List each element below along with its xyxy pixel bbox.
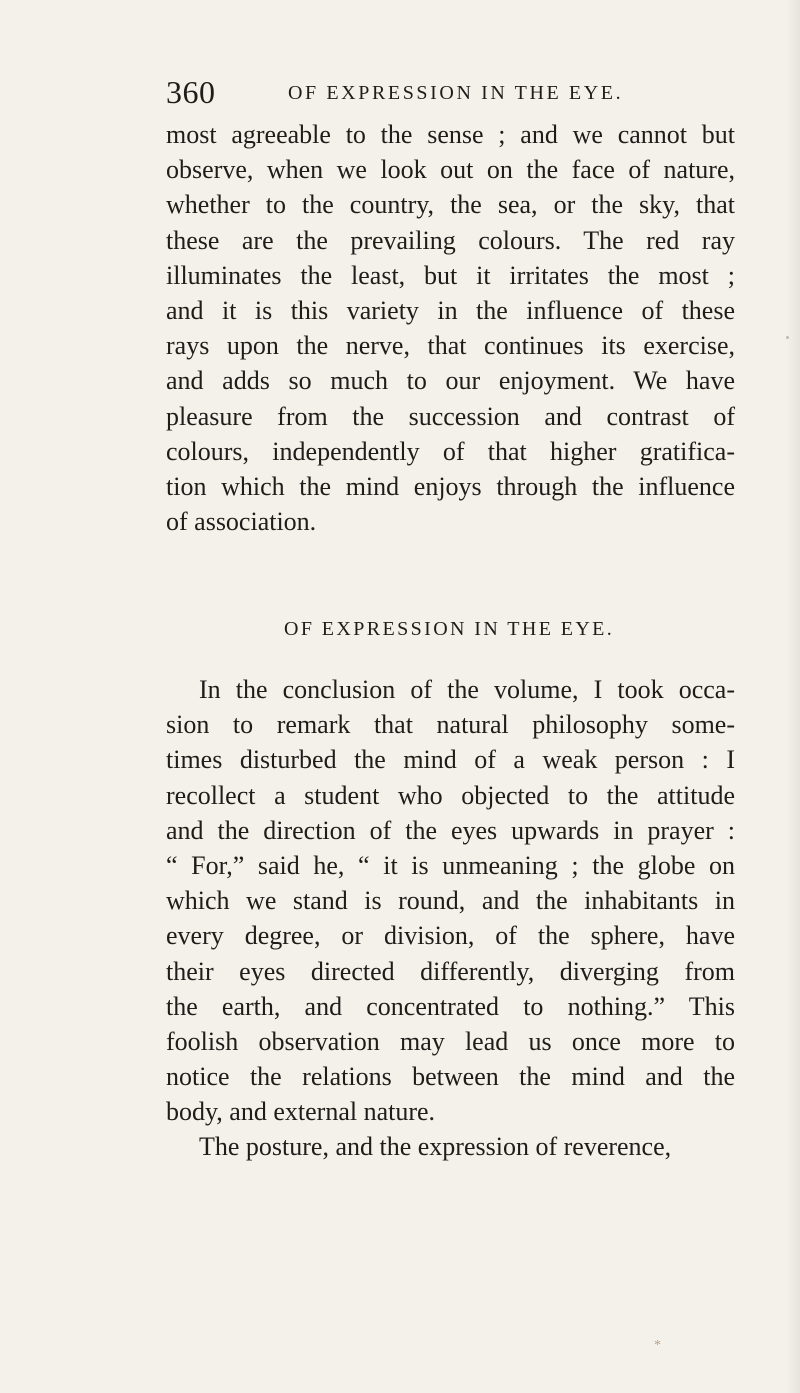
text-line: of association. (166, 507, 317, 537)
text-line: recollect a student who objected to the attitude (166, 780, 735, 810)
paragraph-association (166, 117, 735, 539)
text-line: and it is this variety in the influence of these (166, 295, 735, 325)
text-line: illuminates the least, but it irritates the most ; (166, 260, 735, 290)
text-line: most agreeable to the sense ; and we cannot but (166, 120, 735, 149)
text-line: rays upon the nerve, that continues its exercise, (166, 331, 735, 361)
text-line: their eyes directed differently, diverging from (166, 956, 735, 986)
text-line: colours, independently of that higher gratifica- (166, 436, 735, 466)
text-line: which we stand is round, and the inhabitants in (166, 886, 735, 916)
running-title: OF EXPRESSION IN THE EYE. (288, 82, 624, 104)
text-line: observe, when we look out on the face of nature, (166, 155, 735, 185)
text-line: tion which the mind enjoys through the influence (166, 471, 735, 501)
printer-mark: * (654, 1338, 661, 1353)
text-line: times disturbed the mind of a weak person : I (166, 745, 735, 775)
paragraph-expression-eye (166, 672, 735, 1165)
text-line: and adds so much to our enjoyment. We have (166, 366, 735, 396)
paper-speck (786, 336, 789, 339)
text-line: The posture, and the expression of reverence, (199, 1132, 672, 1162)
text-line: In the conclusion of the volume, I took occa- (199, 675, 735, 704)
running-head (166, 72, 736, 112)
text-line: foolish observation may lead us once more to (166, 1026, 735, 1056)
text-line: body, and external nature. (166, 1097, 436, 1127)
text-line: whether to the country, the sea, or the sky, that (166, 190, 735, 220)
page-edge-shadow (786, 0, 800, 1393)
text-line: sion to remark that natural philosophy some- (166, 710, 735, 740)
section-heading: OF EXPRESSION IN THE EYE. (284, 618, 615, 640)
text-line: the earth, and concentrated to nothing.” This (166, 991, 735, 1021)
page-number: 360 (166, 74, 216, 110)
text-line: “ For,” said he, “ it is unmeaning ; the globe on (166, 850, 735, 880)
text-line: pleasure from the succession and contrast of (166, 401, 735, 431)
text-line: these are the prevailing colours. The red ray (166, 225, 735, 255)
text-line: notice the relations between the mind and the (166, 1062, 735, 1092)
text-line: every degree, or division, of the sphere, have (166, 921, 735, 951)
text-line: and the direction of the eyes upwards in prayer : (166, 815, 735, 845)
